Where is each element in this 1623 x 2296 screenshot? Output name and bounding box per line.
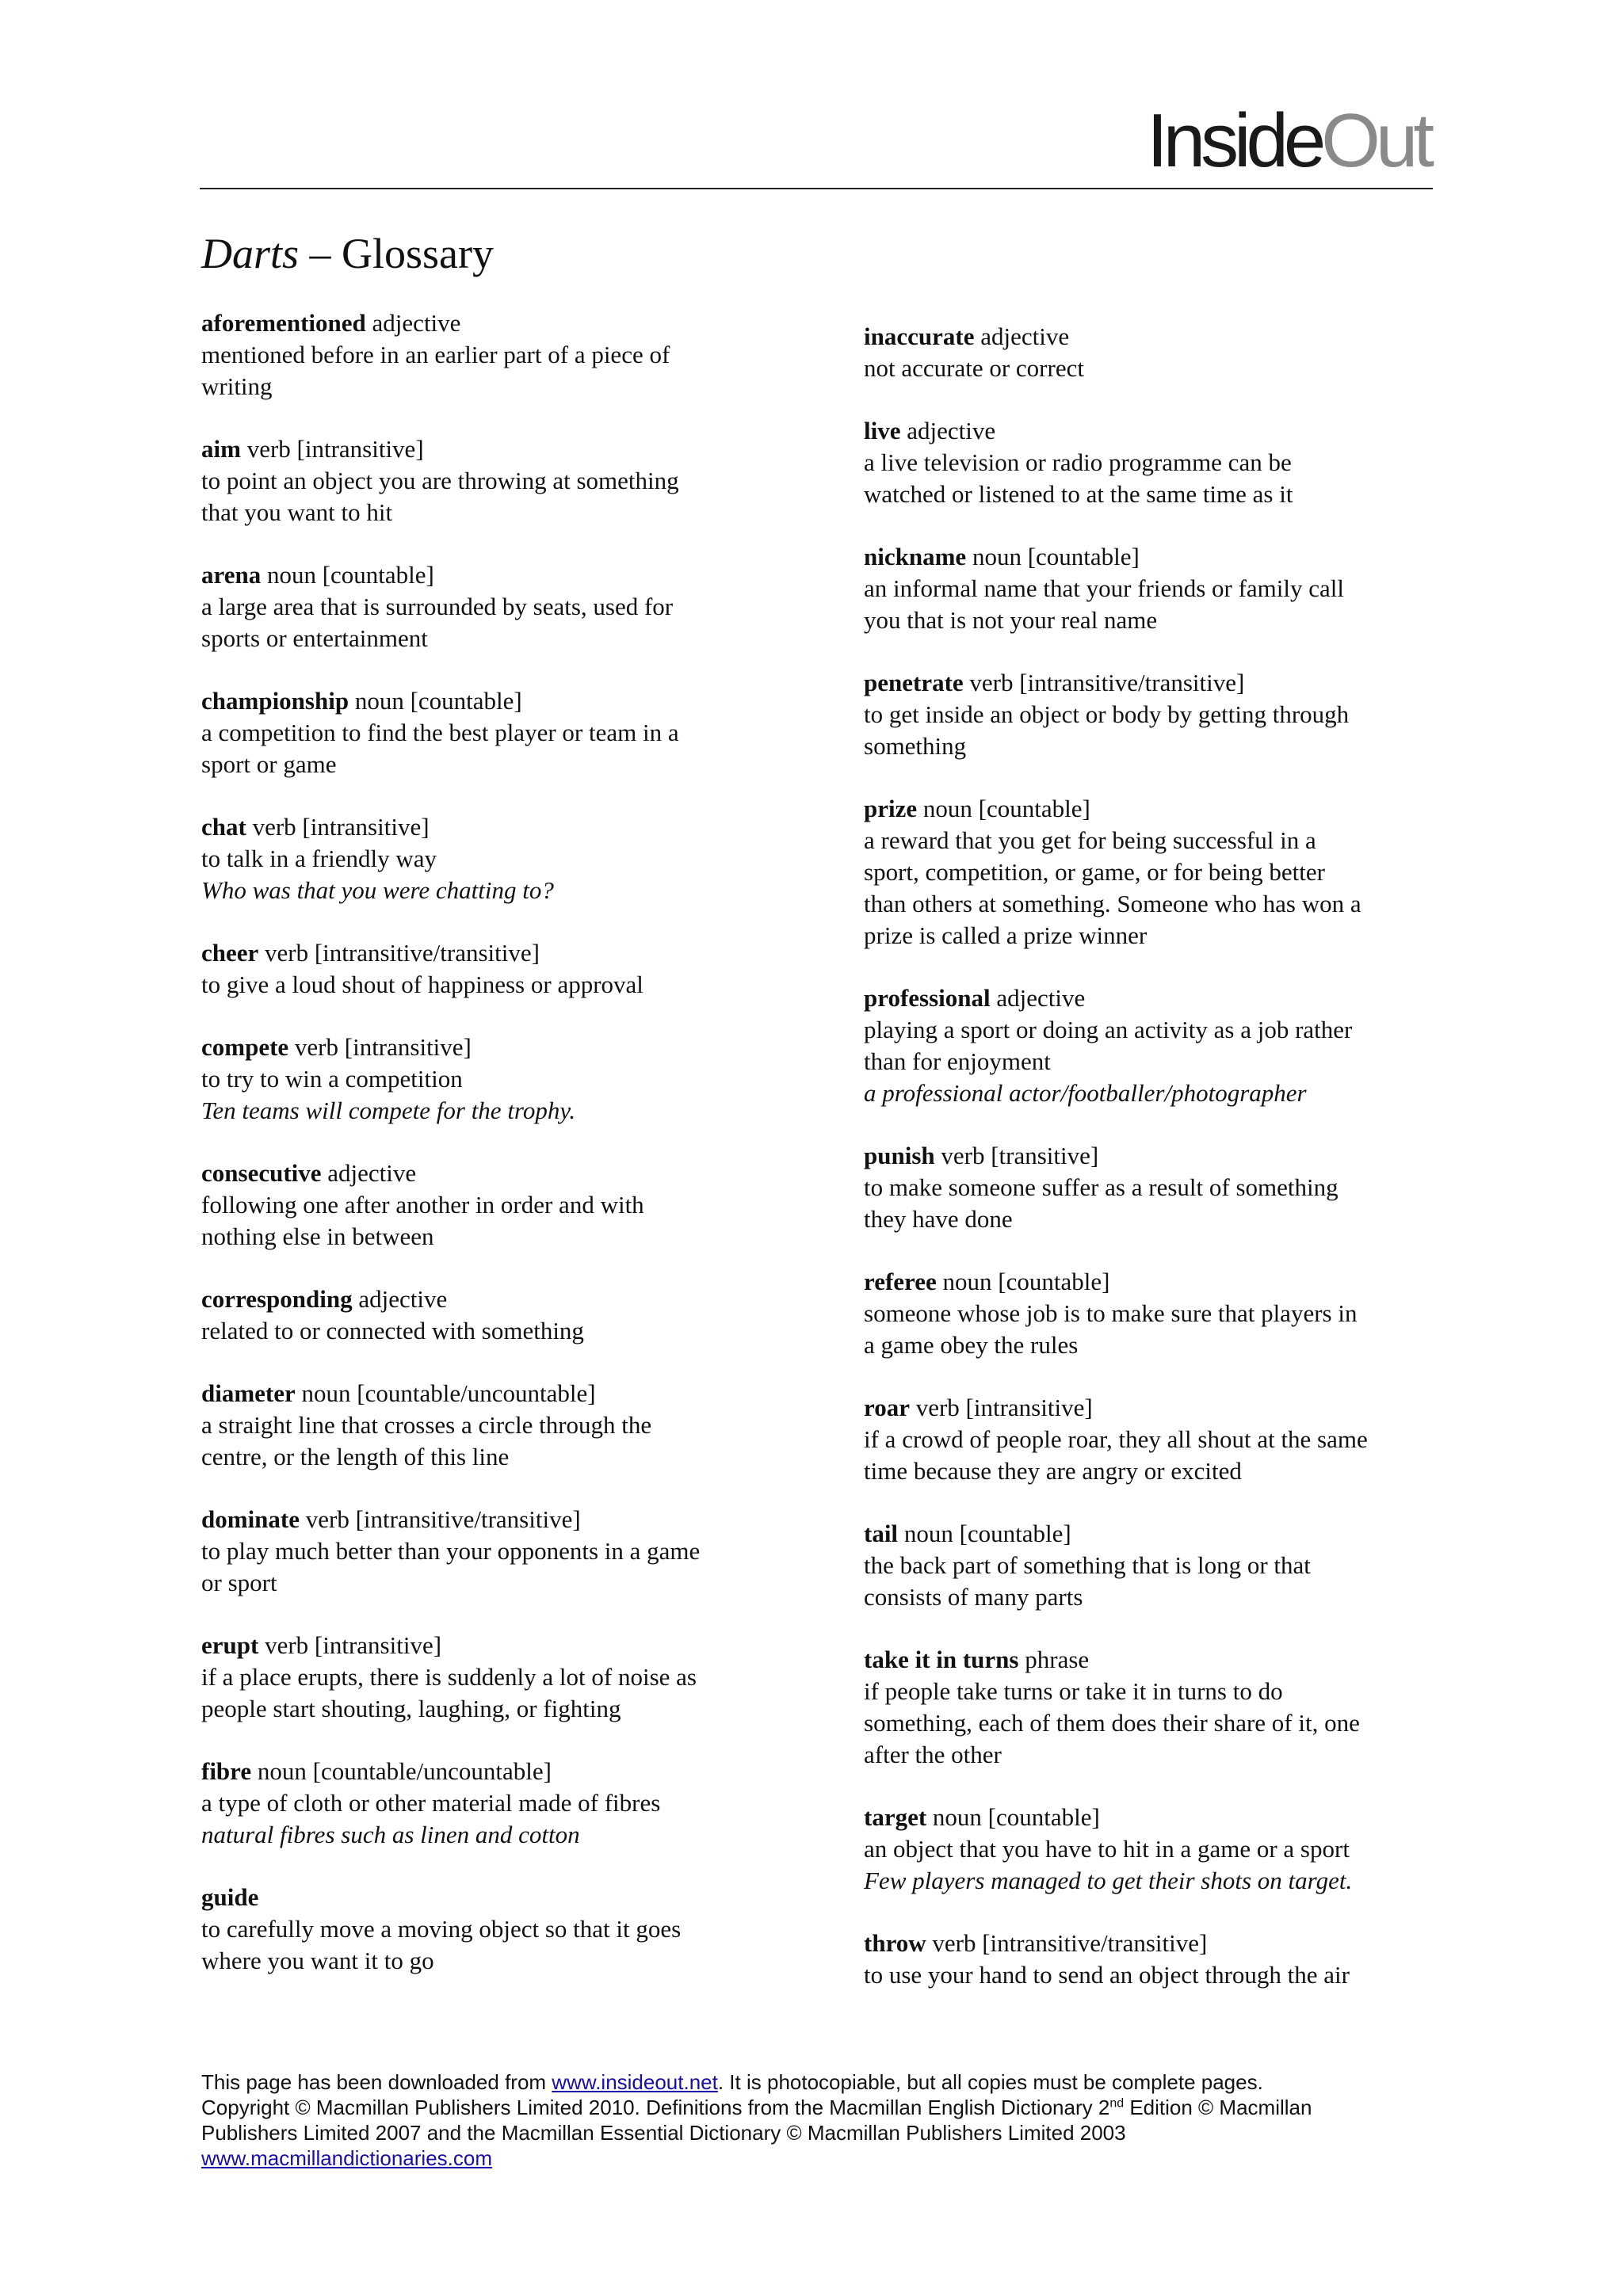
footer-text: Edition © Macmillan — [1124, 2096, 1312, 2119]
part-of-speech: verb [intransitive/transitive] — [963, 669, 1245, 696]
part-of-speech: adjective — [974, 322, 1070, 350]
part-of-speech: verb [intransitive/transitive] — [926, 1929, 1208, 1957]
definition-line: to make someone suffer as a result of something — [864, 1173, 1338, 1201]
part-of-speech: noun [countable] — [898, 1520, 1071, 1547]
headword: aforementioned — [201, 309, 366, 337]
headword: guide — [201, 1883, 259, 1911]
definition-line: something — [864, 732, 967, 760]
example-sentence: Who was that you were chatting to? — [201, 876, 554, 904]
definition-line: to use your hand to send an object through the air — [864, 1961, 1350, 1989]
definition-line: they have done — [864, 1205, 1013, 1233]
footer-line-2 — [201, 2095, 1438, 2120]
part-of-speech: noun [countable] — [349, 687, 522, 715]
footer-text: This page has been downloaded from — [201, 2070, 552, 2094]
headword: consecutive — [201, 1159, 322, 1187]
headword: arena — [201, 561, 262, 589]
entry-heading — [201, 811, 772, 843]
footer-superscript: nd — [1109, 2096, 1125, 2111]
definition-line: than for enjoyment — [864, 1047, 1051, 1075]
definition-line: if people take turns or take it in turns to do — [864, 1677, 1283, 1705]
entry-heading — [864, 1266, 1434, 1298]
definition-line: an informal name that your friends or family call — [864, 574, 1345, 602]
definition-line: something, each of them does their share of it, one — [864, 1709, 1360, 1737]
entry-heading — [864, 1518, 1434, 1550]
glossary-entry — [201, 1882, 772, 1977]
glossary-entry — [201, 937, 772, 1001]
headword: throw — [864, 1929, 926, 1957]
definition-line: sports or entertainment — [201, 624, 428, 652]
glossary-entry — [864, 1644, 1434, 1771]
entry-heading — [864, 793, 1434, 825]
part-of-speech: noun [countable] — [917, 795, 1090, 822]
definition-line: sport or game — [201, 750, 337, 778]
glossary-entry — [864, 541, 1434, 636]
headword: target — [864, 1803, 927, 1831]
definition-line: nothing else in between — [201, 1222, 434, 1250]
entry-heading — [201, 937, 772, 969]
entry-heading — [864, 1392, 1434, 1424]
entry-heading — [201, 1756, 772, 1787]
part-of-speech: adjective — [352, 1285, 448, 1313]
entry-heading — [864, 321, 1434, 353]
entry-heading — [864, 982, 1434, 1014]
part-of-speech: noun [countable] — [261, 561, 434, 589]
example-sentence: natural fibres such as linen and cotton — [201, 1821, 580, 1848]
headword: championship — [201, 687, 349, 715]
headword: take it in turns — [864, 1646, 1019, 1673]
headword: dominate — [201, 1505, 300, 1533]
definition-line: mentioned before in an earlier part of a piece of — [201, 341, 670, 368]
entry-heading — [864, 1802, 1434, 1833]
example-sentence: a professional actor/footballer/photographer — [864, 1079, 1307, 1107]
entry-heading — [201, 685, 772, 717]
glossary-entry — [864, 1518, 1434, 1613]
definition-line: prize is called a prize winner — [864, 921, 1148, 949]
definition-line: to play much better than your opponents in a game — [201, 1537, 701, 1565]
glossary-entry — [201, 1504, 772, 1599]
title-topic: Darts — [201, 230, 300, 277]
inside-out-logo — [1147, 98, 1430, 183]
entry-heading — [201, 1378, 772, 1409]
definition-line: consists of many parts — [864, 1583, 1083, 1611]
part-of-speech: verb [intransitive] — [288, 1033, 472, 1061]
definition-line: to get inside an object or body by getting through — [864, 700, 1350, 728]
glossary-entry — [864, 667, 1434, 762]
glossary-entry — [201, 811, 772, 906]
part-of-speech: verb [intransitive] — [909, 1394, 1093, 1421]
headword: corresponding — [201, 1285, 353, 1313]
definition-line: to talk in a friendly way — [201, 845, 437, 872]
example-sentence: Ten teams will compete for the trophy. — [201, 1097, 576, 1124]
entry-heading — [864, 541, 1434, 573]
glossary-entry — [201, 1158, 772, 1253]
definition-line: if a place erupts, there is suddenly a lot of noise as — [201, 1663, 697, 1691]
headword: chat — [201, 813, 246, 841]
definition-line: an object that you have to hit in a game or a sport — [864, 1835, 1350, 1863]
part-of-speech: verb [intransitive/transitive] — [258, 939, 540, 967]
footer-text: Copyright © Macmillan Publishers Limited 2010. Definitions from the Macmillan English Dictionary 2 — [201, 2096, 1110, 2119]
glossary-right-column — [864, 321, 1434, 2022]
glossary-entry — [864, 793, 1434, 952]
glossary-entry — [864, 415, 1434, 510]
glossary-entry — [201, 559, 772, 654]
part-of-speech: noun [countable/uncountable] — [251, 1757, 552, 1785]
part-of-speech: adjective — [365, 309, 461, 337]
entry-heading — [864, 1928, 1434, 1959]
headword: referee — [864, 1268, 937, 1295]
footer-line-4 — [201, 2145, 1438, 2171]
headword: nickname — [864, 543, 967, 570]
definition-line: where you want it to go — [201, 1947, 434, 1974]
part-of-speech: noun [countable] — [926, 1803, 1100, 1831]
definition-line: you that is not your real name — [864, 606, 1158, 634]
definition-line: than others at something. Someone who has won a — [864, 890, 1361, 917]
entry-heading — [201, 433, 772, 465]
macmillan-dictionaries-link[interactable]: www.macmillandictionaries.com — [201, 2146, 492, 2170]
definition-line: a reward that you get for being successful in a — [864, 826, 1316, 854]
headword: prize — [864, 795, 918, 822]
headword: diameter — [201, 1379, 296, 1407]
entry-heading — [864, 1140, 1434, 1172]
glossary-entry — [864, 982, 1434, 1109]
entry-heading — [201, 1504, 772, 1535]
definition-line: a game obey the rules — [864, 1331, 1079, 1359]
glossary-entry — [864, 1266, 1434, 1361]
entry-heading — [201, 1630, 772, 1661]
entry-heading — [201, 1032, 772, 1063]
headword: cheer — [201, 939, 259, 967]
header-rule — [200, 188, 1433, 189]
example-sentence: Few players managed to get their shots on target. — [864, 1867, 1353, 1894]
glossary-entry — [201, 433, 772, 528]
headword: aim — [201, 435, 241, 463]
entry-heading — [201, 1882, 772, 1913]
footer-line-1 — [201, 2069, 1438, 2095]
part-of-speech: verb [intransitive] — [240, 435, 424, 463]
headword: inaccurate — [864, 322, 975, 350]
definition-line: a large area that is surrounded by seats, used for — [201, 593, 674, 620]
part-of-speech: noun [countable/uncountable] — [295, 1379, 596, 1407]
glossary-entry — [201, 1630, 772, 1725]
definition-line: sport, competition, or game, or for being better — [864, 858, 1325, 886]
headword: punish — [864, 1142, 935, 1169]
glossary-entry — [864, 1802, 1434, 1897]
glossary-entry — [201, 685, 772, 780]
glossary-entry — [864, 1140, 1434, 1235]
definition-line: related to or connected with something — [201, 1317, 584, 1344]
glossary-entry — [201, 1283, 772, 1347]
entry-heading — [864, 667, 1434, 699]
glossary-entry — [201, 1378, 772, 1473]
definition-line: a type of cloth or other material made of fibres — [201, 1789, 661, 1817]
definition-line: to point an object you are throwing at something — [201, 467, 679, 494]
footer-text: . It is photocopiable, but all copies must be complete pages. — [717, 2070, 1263, 2094]
definition-line: a straight line that crosses a circle through the — [201, 1411, 652, 1439]
footer-line-3: Publishers Limited 2007 and the Macmillan Essential Dictionary © Macmillan Publishers Limited 2003 — [201, 2121, 1126, 2145]
part-of-speech: verb [intransitive] — [258, 1631, 442, 1659]
part-of-speech: adjective — [321, 1159, 417, 1187]
definition-line: time because they are angry or excited — [864, 1457, 1242, 1485]
part-of-speech: adjective — [990, 984, 1086, 1012]
entry-heading — [864, 1644, 1434, 1676]
part-of-speech: phrase — [1018, 1646, 1090, 1673]
definition-line: playing a sport or doing an activity as a job rather — [864, 1016, 1353, 1043]
entry-heading — [864, 415, 1434, 447]
definition-line: if a crowd of people roar, they all shout at the same — [864, 1425, 1368, 1453]
definition-line: watched or listened to at the same time as it — [864, 480, 1293, 508]
glossary-entry — [201, 1032, 772, 1127]
headword: erupt — [201, 1631, 259, 1659]
definition-line: that you want to hit — [201, 498, 393, 526]
part-of-speech: verb [intransitive] — [246, 813, 430, 841]
definition-line: not accurate or correct — [864, 354, 1084, 382]
entry-heading — [201, 559, 772, 591]
headword: compete — [201, 1033, 289, 1061]
glossary-entry — [864, 321, 1434, 384]
definition-line: after the other — [864, 1741, 1002, 1768]
glossary-left-column — [201, 307, 772, 2008]
definition-line: someone whose job is to make sure that players in — [864, 1299, 1358, 1327]
glossary-entry — [201, 307, 772, 402]
headword: live — [864, 417, 901, 444]
entry-heading — [201, 307, 772, 339]
definition-line: or sport — [201, 1569, 277, 1596]
definition-line: writing — [201, 372, 273, 400]
glossary-entry — [864, 1392, 1434, 1487]
part-of-speech: noun [countable] — [936, 1268, 1110, 1295]
definition-line: people start shouting, laughing, or fighting — [201, 1695, 621, 1722]
definition-line: a live television or radio programme can be — [864, 448, 1292, 476]
definition-line: following one after another in order and with — [201, 1191, 644, 1219]
entry-heading — [201, 1158, 772, 1189]
definition-line: the back part of something that is long or that — [864, 1551, 1311, 1579]
entry-heading — [201, 1283, 772, 1315]
page-footer — [201, 2069, 1438, 2171]
definition-line: centre, or the length of this line — [201, 1443, 510, 1470]
headword: tail — [864, 1520, 899, 1547]
title-rest: – Glossary — [299, 230, 495, 277]
part-of-speech: adjective — [900, 417, 996, 444]
part-of-speech: noun [countable] — [966, 543, 1140, 570]
definition-line: to carefully move a moving object so that it goes — [201, 1915, 682, 1943]
headword: roar — [864, 1394, 910, 1421]
page-title — [201, 228, 494, 279]
headword: fibre — [201, 1757, 252, 1785]
part-of-speech: verb [intransitive/transitive] — [300, 1505, 581, 1533]
insideout-link[interactable]: www.insideout.net — [552, 2070, 718, 2094]
headword: penetrate — [864, 669, 964, 696]
definition-line: to give a loud shout of happiness or approval — [201, 971, 643, 998]
part-of-speech: verb [transitive] — [934, 1142, 1099, 1169]
glossary-entry — [201, 1756, 772, 1851]
definition-line: to try to win a competition — [201, 1065, 463, 1093]
logo-out: Out — [1321, 98, 1430, 183]
glossary-entry — [864, 1928, 1434, 1991]
logo-inside: Inside — [1147, 98, 1322, 183]
headword: professional — [864, 984, 991, 1012]
definition-line: a competition to find the best player or team in a — [201, 719, 679, 746]
